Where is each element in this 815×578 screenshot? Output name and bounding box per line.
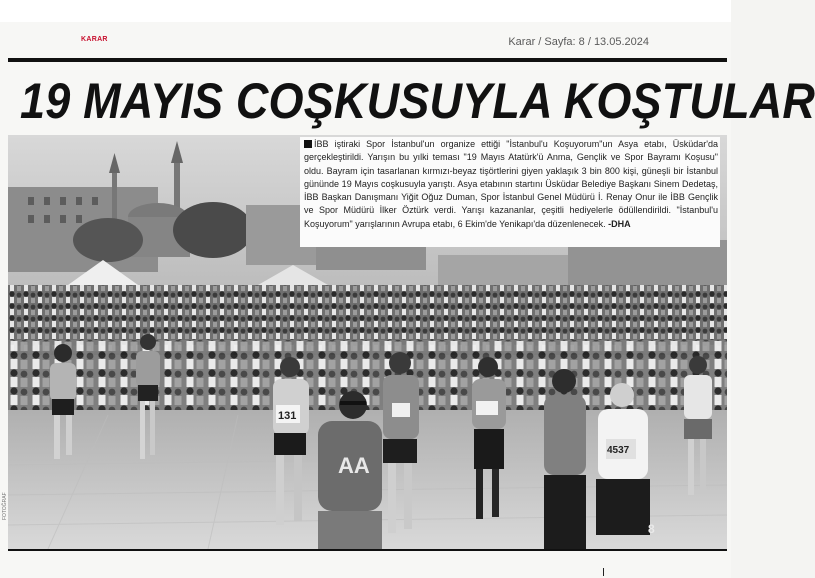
bib-number: 131 xyxy=(278,410,297,422)
article-text: İBB iştiraki Spor İstanbul'un organize ettiği "İstanbul'u Koşuyorum"un Asya etabı, Üsküdar'da gerçekleştirildi. Yarışın bu yılki teması "19 Mayıs Atatürk'ü Anma, Gençlik ve Spor Bayramı Koşusu" oldu. Bayram için tasarlanan kırmızı-beyaz tişörtlerini giyen yaklaşık 3 bin 800 kişi, güneşli bir İstanbul gününde 19 Mayıs coşkusuyla yarıştı. Asya etabının startını Üsküdar Belediye Başkanı Sinem Dedetaş, İBB Başkan Danışmanı Yiğit Oğuz Duman, Spor İstanbul Genel Müdürü İ. Renay Onur ile İBB Gençlik ve Spor Müdürü İlker Öztürk verdi. Yarışı kazananlar, çeşitli hediyelerle ödüllendirildi. "İstanbul'u Koşuyorum" yarışlarının Avrupa etabı, 6 Ekim'de Yenikapı'da düzenlenecek. xyxy=(304,139,718,229)
article-body xyxy=(304,138,718,231)
bib-number: 4537 xyxy=(607,445,630,456)
bottom-rule xyxy=(8,549,727,551)
bib-number: 8 xyxy=(648,522,655,536)
paragraph-marker-icon xyxy=(304,140,312,148)
top-margin xyxy=(0,0,731,22)
svg-text:AA: AA xyxy=(338,453,370,478)
publication-logo: KARAR xyxy=(81,36,108,43)
page-folio: Karar / Sayfa: 8 / 13.05.2024 xyxy=(508,36,649,48)
headline: 19 MAYIS COŞKUSUYLA KOŞTULAR xyxy=(20,73,815,129)
photo-credit: FOTOĞRAF xyxy=(2,492,8,520)
news-agency: -DHA xyxy=(608,218,631,229)
top-rule xyxy=(8,58,727,62)
page-tick xyxy=(603,568,604,576)
